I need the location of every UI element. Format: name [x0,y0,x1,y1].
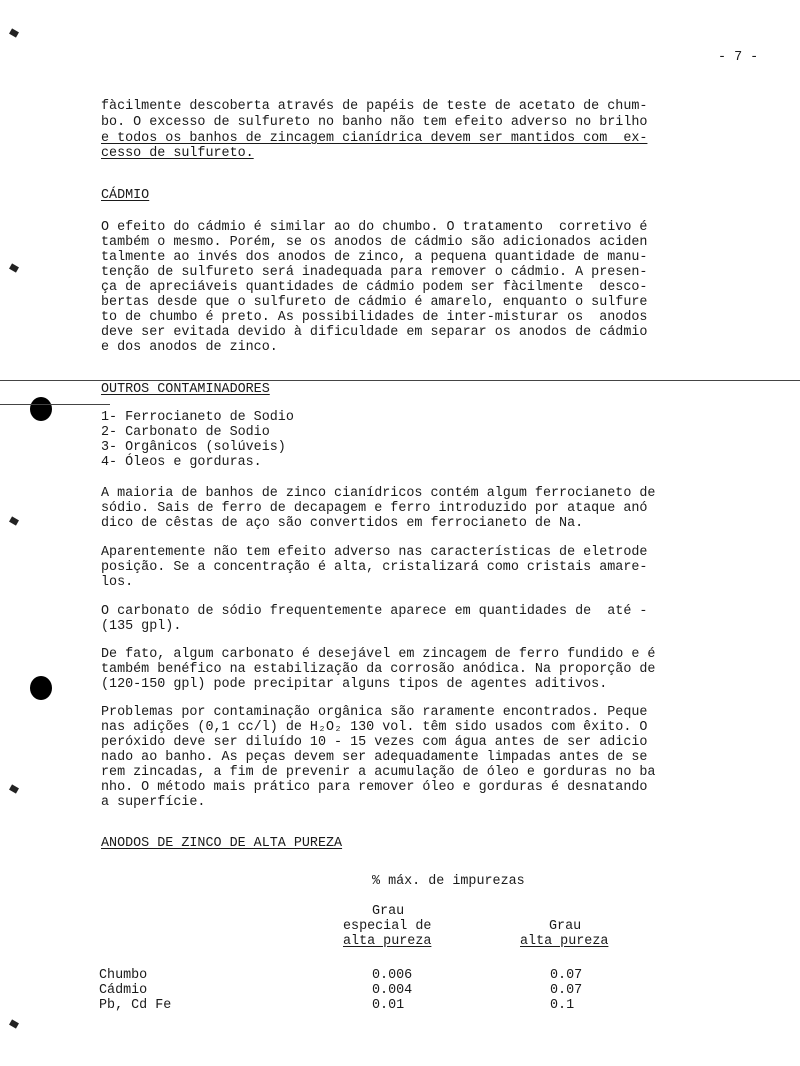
scan-rule [0,404,110,405]
text-line: e dos anodos de zinco. [101,340,278,355]
cell-value: 0.1 [550,998,575,1013]
text-line: bo. O excesso de sulfureto no banho não tem efeito adverso no brilho [101,115,648,130]
cell-value: 0.004 [372,983,413,998]
text-line: (120-150 gpl) pode precipitar alguns tipos de agentes aditivos. [101,677,608,692]
text-line: a superfície. [101,795,206,810]
scan-mark [9,1019,19,1028]
row-label: Pb, Cd Fe [99,998,172,1013]
text-line: to de chumbo é preto. As possibilidades de inter-misturar os anodos [101,310,648,325]
text-line: O efeito do cádmio é similar ao do chumbo. O tratamento corretivo é [101,220,648,235]
text-line: los. [101,575,134,590]
text-line: também o mesmo. Porém, se os anodos de cádmio são adicionados aciden [101,235,648,250]
text-line: nho. O método mais prático para remover óleo e gorduras é desnatando [101,780,648,795]
text-line: talmente ao invés dos anodos de zinco, a pequena quantidade de manu- [101,250,648,265]
section-heading-outros: OUTROS CONTAMINADORES [101,382,270,397]
text-line: Aparentemente não tem efeito adverso nas características de eletrode [101,545,648,560]
text-line: também benéfico na estabilização da corrosão anódica. Na proporção de [101,662,656,677]
text-line: fàcilmente descoberta através de papéis de teste de acetato de chum- [101,99,648,114]
text-line: bertas desde que o sulfureto de cádmio é amarelo, enquanto o sulfure [101,295,648,310]
text-line: nas adições (0,1 cc/l) de H₂O₂ 130 vol. têm sido usados com êxito. O [101,720,648,735]
scan-mark [9,516,19,525]
punch-hole-top [30,397,52,421]
text-line: nado ao banho. As peças devem ser adequadamente limpadas antes de se [101,750,648,765]
col-header-line: Grau [549,919,582,934]
list-item: 2- Carbonato de Sodio [101,425,270,440]
col-header-line: Grau [372,904,405,919]
text-line: peróxido deve ser diluído 10 - 15 vezes com água antes de ser adicio [101,735,648,750]
cell-value: 0.006 [372,968,413,983]
cell-value: 0.07 [550,983,583,998]
punch-hole-bottom [30,676,52,700]
section-heading-anodos: ANODOS DE ZINCO DE ALTA PUREZA [101,836,343,851]
list-item: 3- Orgânicos (solúveis) [101,440,286,455]
text-line: tenção de sulfureto será inadequada para remover o cádmio. A presen- [101,265,648,280]
text-line: (135 gpl). [101,619,182,634]
cell-value: 0.01 [372,998,405,1013]
list-item: 4- Óleos e gorduras. [101,455,262,470]
scan-mark [9,784,19,793]
col-header-line: alta pureza [520,934,609,949]
text-line: A maioria de banhos de zinco cianídricos contém algum ferrocianeto de [101,486,656,501]
scan-mark [9,263,19,272]
col-header-line: especial de [343,919,432,934]
row-label: Chumbo [99,968,148,983]
page-number: - 7 - [718,50,759,65]
text-line: O carbonato de sódio frequentemente aparece em quantidades de até - [101,604,648,619]
text-line: Problemas por contaminação orgânica são raramente encontrados. Peque [101,705,648,720]
table-caption: % máx. de impurezas [372,874,525,889]
text-line: rem zincadas, a fim de prevenir a acumulação de óleo e gorduras no ba [101,765,656,780]
text-line: ça de apreciáveis quantidades de cádmio podem ser fàcilmente desco- [101,280,648,295]
text-line: e todos os banhos de zincagem cianídrica devem ser mantidos com ex- [101,131,648,146]
text-line: posição. Se a concentração é alta, cristalizará como cristais amare- [101,560,648,575]
scan-mark [9,28,19,37]
text-line: De fato, algum carbonato é desejável em zincagem de ferro fundido e é [101,647,656,662]
section-heading-cadmio: CÁDMIO [101,188,150,203]
text-line: sódio. Sais de ferro de decapagem e ferro introduzido por ataque anó [101,501,648,516]
text-line: cesso de sulfureto. [101,146,254,161]
cell-value: 0.07 [550,968,583,983]
text-line: deve ser evitada devido à dificuldade em separar os anodos de cádmio [101,325,648,340]
scan-rule [0,380,800,381]
list-item: 1- Ferrocianeto de Sodio [101,410,294,425]
text-line: dico de cêstas de aço são convertidos em ferrocianeto de Na. [101,516,584,531]
row-label: Cádmio [99,983,148,998]
col-header-line: alta pureza [343,934,432,949]
